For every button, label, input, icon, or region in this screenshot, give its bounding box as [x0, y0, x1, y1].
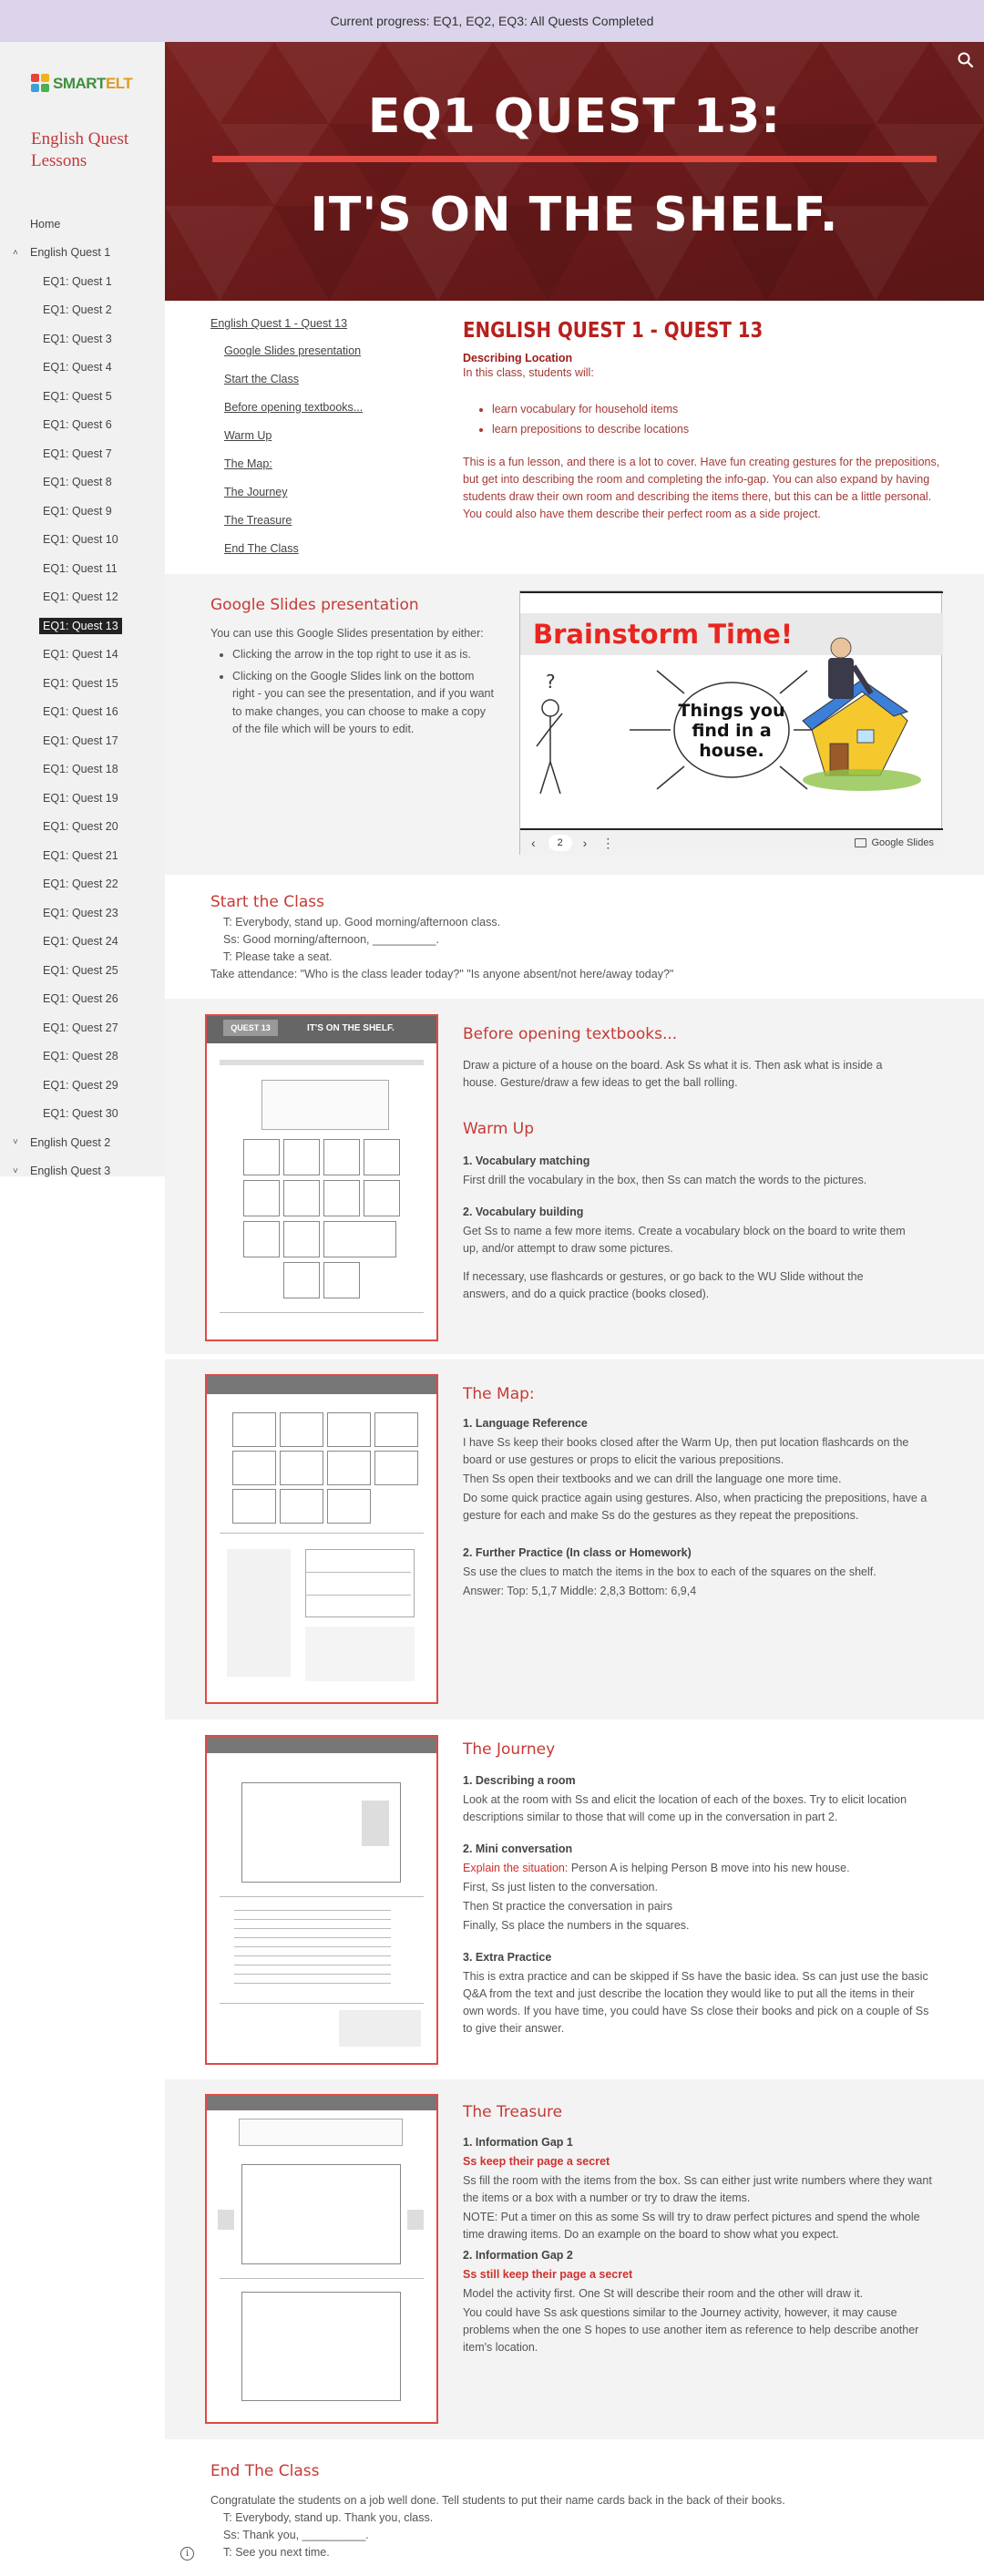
warmup-heading-2: 2. Vocabulary building: [463, 1206, 584, 1218]
sidebar-item[interactable]: [0, 324, 165, 354]
sidebar-item-label: EQ1: Quest 12: [43, 590, 118, 604]
header-divider: [212, 156, 937, 162]
sidebar-nav: [0, 210, 165, 1185]
warmup-worksheet-image: [205, 1014, 438, 1341]
worksheet-title: IT'S ON THE SHELF.: [307, 1023, 395, 1033]
sidebar-item[interactable]: [0, 1100, 165, 1129]
treasure-text: Model the activity first. One St will describe their room and the other will draw it.: [463, 2287, 864, 2300]
sidebar-item-label: EQ1: Quest 6: [43, 418, 112, 432]
objective-item: • learn vocabulary for household items: [492, 399, 953, 419]
slides-lead: You can use this Google Slides presentation by either:: [210, 627, 484, 640]
situation-label: Explain the situation:: [463, 1862, 569, 1874]
map-text: Answer: Top: 5,1,7 Middle: 2,8,3 Bottom: 6,9,4: [463, 1585, 697, 1597]
page-title-line1: EQ1 QUEST 13:: [367, 89, 782, 144]
warmup-heading-1: 1. Vocabulary matching: [463, 1155, 590, 1167]
sidebar-item[interactable]: [0, 1013, 165, 1042]
treasure-heading-2: 2. Information Gap 2: [463, 2249, 573, 2262]
site-logo[interactable]: [31, 73, 132, 95]
journey-text: First, Ss just listen to the conversation.: [463, 1881, 658, 1894]
journey-heading-1: 1. Describing a room: [463, 1774, 576, 1787]
sidebar-item[interactable]: [0, 296, 165, 325]
sidebar-item-label: EQ1: Quest 20: [43, 820, 118, 834]
sidebar-item[interactable]: [0, 611, 165, 641]
warmup-body: [463, 1153, 907, 1305]
sidebar-item-label: English Quest 3: [30, 1165, 111, 1178]
page-title-line2: IT'S ON THE SHELF.: [310, 188, 839, 242]
sidebar-item-label: EQ1: Quest 18: [43, 763, 118, 776]
intro-section: [165, 301, 984, 574]
treasure-text: Ss fill the room with the items from the box. Ss can either just write numbers where they want the items or a box with a number or try to draw the items.: [463, 2174, 932, 2204]
map-worksheet-image: [205, 1374, 438, 1704]
intro-body: This is a fun lesson, and there is a lot to cover. Have fun creating gestures for the prepositions, but get into describing the room and completing the info-gap. You can also expand by having students draw their own room and describing the items there, but this can be a little personal. You could also have them describe their perfect room as a side project.: [463, 456, 940, 520]
map-heading-2: 2. Further Practice (In class or Homework): [463, 1546, 692, 1559]
journey-text: Finally, Ss place the numbers in the squares.: [463, 1919, 690, 1932]
toc-link-before-opening[interactable]: Before opening textbooks...: [224, 401, 364, 414]
toc-link-warm-up[interactable]: Warm Up: [224, 429, 272, 442]
sidebar-item-label: EQ1: Quest 21: [43, 848, 118, 862]
sidebar-item[interactable]: [0, 497, 165, 526]
slides-usage-item: • Clicking the arrow in the top right to use it as is.: [232, 646, 495, 664]
start-line: T: Please take a seat.: [223, 950, 333, 963]
slides-toolbar: [520, 830, 943, 856]
journey-text: Then St practice the conversation in pairs: [463, 1900, 672, 1913]
treasure-secret-note: Ss keep their page a secret: [463, 2155, 610, 2168]
sidebar: [0, 42, 165, 1176]
sidebar-item[interactable]: [0, 726, 165, 755]
treasure-body: [463, 2134, 937, 2358]
page-header: [165, 42, 984, 301]
sidebar-item[interactable]: [0, 439, 165, 468]
sidebar-item-label: EQ1: Quest 25: [43, 963, 118, 977]
sidebar-item-label: English Quest 1: [30, 246, 111, 260]
warmup-text: First drill the vocabulary in the box, then Ss can match the words to the pictures.: [463, 1174, 867, 1186]
journey-text: Look at the room with Ss and elicit the location of each of the boxes. Try to elicit location descriptions similar to those that will come up in the conversation in part 2.: [463, 1793, 907, 1823]
warmup-title: Warm Up: [463, 1120, 535, 1138]
map-text: Do some quick practice again using gestures. Also, when practicing the prepositions, have a gesture for each and make Ss do the gestures as they repeat the prepositions.: [463, 1492, 928, 1522]
sidebar-item[interactable]: [0, 1042, 165, 1072]
map-text: Ss use the clues to match the items in the box to each of the squares on the shelf.: [463, 1565, 876, 1578]
treasure-secret-note: Ss still keep their page a secret: [463, 2268, 633, 2281]
sidebar-item-label: EQ1: Quest 10: [43, 533, 118, 547]
sidebar-item-label: EQ1: Quest 13: [39, 618, 122, 634]
sidebar-item-label: EQ1: Quest 16: [43, 705, 118, 719]
map-text: Then Ss open their textbooks and we can drill the language one more time.: [463, 1473, 842, 1485]
sidebar-item-label: EQ1: Quest 9: [43, 504, 112, 518]
sidebar-item[interactable]: [0, 554, 165, 583]
toc-link-the-map[interactable]: The Map:: [224, 457, 272, 470]
sidebar-item-label: EQ1: Quest 3: [43, 332, 112, 345]
warmup-text: If necessary, use flashcards or gestures, or go back to the WU Slide without the answers, and do a quick practice (books closed).: [463, 1270, 864, 1300]
objectives-list: [479, 399, 953, 439]
toc-link-google-slides[interactable]: Google Slides presentation: [224, 344, 362, 357]
chevron-down-icon[interactable]: ˅: [13, 1165, 18, 1176]
sidebar-item-label: EQ1: Quest 30: [43, 1107, 118, 1121]
sidebar-section-item[interactable]: [0, 1128, 165, 1157]
sidebar-item-label: EQ1: Quest 19: [43, 791, 118, 805]
sidebar-item[interactable]: [0, 411, 165, 440]
svg-text:?: ?: [546, 671, 556, 693]
end-line: Ss: Thank you, __________.: [223, 2529, 369, 2541]
warmup-text: Get Ss to name a few more items. Create a vocabulary block on the board to write them up, and/or attempt to draw some pictures.: [463, 1225, 906, 1255]
sidebar-item[interactable]: [0, 928, 165, 957]
objective-item: • learn prepositions to describe locations: [492, 419, 953, 439]
slides-section-title: Google Slides presentation: [210, 596, 419, 614]
sidebar-section-item[interactable]: [0, 210, 165, 239]
map-heading-1: 1. Language Reference: [463, 1417, 588, 1430]
slides-embed[interactable]: [519, 590, 942, 855]
prev-slide-icon[interactable]: ‹: [531, 836, 536, 850]
toc-link-start-class[interactable]: Start the Class: [224, 373, 299, 385]
slide-title: Brainstorm Time!: [533, 619, 794, 650]
journey-situation: [463, 1860, 937, 1877]
search-icon[interactable]: [957, 51, 975, 69]
sidebar-item[interactable]: [0, 669, 165, 698]
sidebar-item-label: EQ1: Quest 17: [43, 734, 118, 747]
lesson-title: ENGLISH QUEST 1 - QUEST 13: [463, 319, 764, 343]
toc-link-the-treasure[interactable]: The Treasure: [224, 514, 292, 527]
end-line: Congratulate the students on a job well done. Tell students to put their name cards back in the back of their books.: [210, 2494, 785, 2507]
slides-usage-item: • Clicking on the Google Slides link on the bottom right - you can see the presentation, and if you want to make changes, you can choose to make a copy of the file which will be yours to edit.: [232, 668, 495, 739]
next-slide-icon[interactable]: ›: [582, 836, 588, 850]
sidebar-item-label: EQ1: Quest 29: [43, 1078, 118, 1092]
journey-worksheet-image: [205, 1735, 438, 2065]
slides-usage-list: [225, 646, 495, 739]
toc-link-quest13[interactable]: English Quest 1 - Quest 13: [210, 317, 348, 330]
treasure-title: The Treasure: [463, 2103, 563, 2121]
sidebar-item[interactable]: [0, 1071, 165, 1100]
sidebar-item[interactable]: [0, 985, 165, 1014]
journey-body: [463, 1772, 937, 2039]
sidebar-item-label: EQ1: Quest 1: [43, 274, 112, 288]
sidebar-item-label: EQ1: Quest 5: [43, 389, 112, 403]
sidebar-item[interactable]: [0, 755, 165, 785]
site-title[interactable]: English Quest Lessons: [31, 129, 129, 170]
sidebar-item[interactable]: [0, 354, 165, 383]
map-text: I have Ss keep their books closed after the Warm Up, then put location flashcards on the board or use gestures or props to elicit the various prepositions.: [463, 1436, 909, 1466]
treasure-text: You could have Ss ask questions similar to the Journey activity, however, it may cause problems when the one S hopes to use another item as reference to help describe another item's location.: [463, 2306, 919, 2354]
sidebar-item[interactable]: [0, 870, 165, 899]
slide-bubble-text: Things you find in a house.: [678, 701, 785, 761]
sidebar-item-label: EQ1: Quest 23: [43, 906, 118, 919]
sidebar-item-label: Home: [30, 217, 61, 231]
sidebar-item-label: EQ1: Quest 24: [43, 935, 118, 949]
sidebar-item[interactable]: [0, 841, 165, 870]
start-line: T: Everybody, stand up. Good morning/afternoon class.: [223, 916, 501, 929]
sidebar-item-label: EQ1: Quest 7: [43, 446, 112, 460]
start-line: Ss: Good morning/afternoon, __________.: [223, 933, 439, 946]
slide-page-number[interactable]: 2: [548, 835, 572, 851]
sidebar-item[interactable]: [0, 583, 165, 612]
start-line: Take attendance: "Who is the class leader today?" "Is anyone absent/not here/away today?": [210, 968, 674, 980]
sidebar-item-label: EQ1: Quest 27: [43, 1021, 118, 1034]
sidebar-item[interactable]: [0, 526, 165, 555]
end-line: T: See you next time.: [223, 2546, 330, 2559]
end-class-title: End The Class: [210, 2462, 320, 2480]
sidebar-item[interactable]: [0, 382, 165, 411]
info-icon[interactable]: i: [180, 2547, 194, 2561]
logo-text: SMARTELT: [53, 75, 133, 92]
more-options-icon[interactable]: ⋮: [601, 835, 615, 850]
sidebar-item[interactable]: [0, 641, 165, 670]
worksheet-quest-tab: QUEST 13: [223, 1020, 278, 1036]
sidebar-item-label: EQ1: Quest 4: [43, 361, 112, 375]
sidebar-item[interactable]: [0, 813, 165, 842]
lesson-subtitle: Describing Location: [463, 352, 573, 364]
toc-link-end-class[interactable]: End The Class: [224, 542, 299, 555]
sidebar-item-label: EQ1: Quest 22: [43, 877, 118, 891]
treasure-text: NOTE: Put a timer on this as some Ss will try to draw perfect pictures and spend the whole time drawing items. Do an example on the board to show what you expect.: [463, 2211, 920, 2241]
sidebar-section-item[interactable]: [0, 239, 165, 268]
sidebar-item[interactable]: [0, 784, 165, 813]
end-line: T: Everybody, stand up. Thank you, class.: [223, 2511, 434, 2524]
sidebar-item[interactable]: [0, 898, 165, 928]
situation-text: Person A is helping Person B move into his new house.: [568, 1862, 850, 1874]
sidebar-item-label: EQ1: Quest 11: [43, 561, 118, 575]
journey-heading-3: 3. Extra Practice: [463, 1951, 552, 1964]
progress-banner: [0, 0, 984, 42]
sidebar-item-label: EQ1: Quest 28: [43, 1050, 118, 1063]
sidebar-item-label: EQ1: Quest 15: [43, 676, 118, 690]
sidebar-item[interactable]: [0, 468, 165, 498]
sidebar-item[interactable]: [0, 267, 165, 296]
sidebar-item[interactable]: [0, 956, 165, 985]
sidebar-item-label: EQ1: Quest 8: [43, 476, 112, 489]
before-body: Draw a picture of a house on the board. Ask Ss what it is. Then ask what is inside a house. Gesture/draw a few ideas to get the ball rolling.: [463, 1059, 883, 1089]
header-pattern: [165, 42, 984, 301]
start-class-title: Start the Class: [210, 893, 324, 911]
intro-lead: In this class, students will:: [463, 366, 594, 379]
chevron-down-icon[interactable]: ˅: [13, 1137, 18, 1148]
map-title: The Map:: [463, 1385, 535, 1403]
journey-text: This is extra practice and can be skipped if Ss have the basic idea. Ss can just use the basic Q&A from the text and just describe the location they would like to put all the items in their own words. If you have time, you could have Ss close their books and pick on a couple of Ss to give their answer.: [463, 1970, 929, 2035]
sidebar-item-label: EQ1: Quest 2: [43, 303, 112, 317]
map-body: [463, 1415, 937, 1602]
sidebar-item-label: English Quest 2: [30, 1135, 111, 1149]
logo-mark-icon: [31, 74, 51, 94]
treasure-heading-1: 1. Information Gap 1: [463, 2136, 573, 2149]
chevron-up-icon[interactable]: ˄: [13, 247, 18, 258]
progress-text: Current progress: EQ1, EQ2, EQ3: All Quests Completed: [330, 14, 654, 28]
treasure-worksheet-image: [205, 2094, 438, 2424]
google-slides-logo-icon: [855, 838, 866, 847]
journey-heading-2: 2. Mini conversation: [463, 1842, 573, 1855]
sidebar-item[interactable]: [0, 698, 165, 727]
sidebar-section-item[interactable]: [0, 1157, 165, 1186]
journey-title: The Journey: [463, 1740, 556, 1759]
before-title: Before opening textbooks...: [463, 1025, 678, 1043]
google-slides-link[interactable]: Google Slides: [871, 837, 934, 848]
toc-link-the-journey[interactable]: The Journey: [224, 486, 288, 498]
sidebar-item-label: EQ1: Quest 14: [43, 648, 118, 662]
slide-canvas[interactable]: [520, 591, 943, 830]
sidebar-item-label: EQ1: Quest 26: [43, 992, 118, 1006]
